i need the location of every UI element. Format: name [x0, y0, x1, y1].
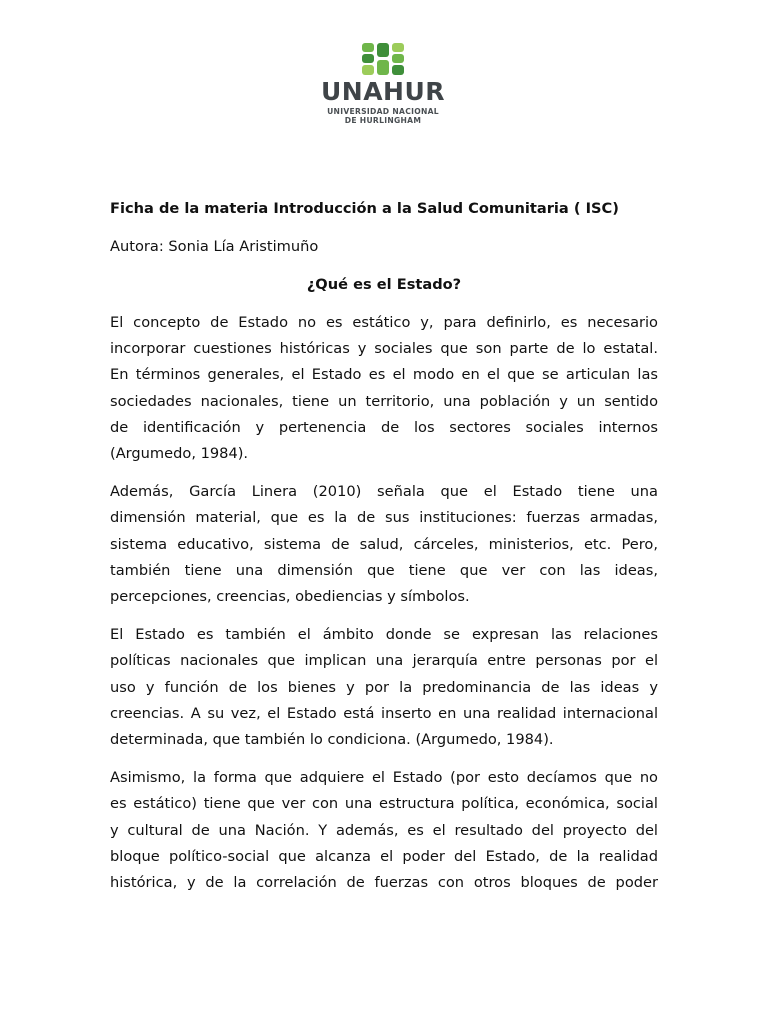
text-line: políticas nacionales que implican una jerarquía entre personas por el: [110, 652, 658, 670]
text-line: Además, García Linera (2010) señala que el Estado tiene una: [110, 483, 658, 501]
unahur-logo-icon: [361, 42, 405, 76]
course-heading: Ficha de la materia Introducción a la Salud Comunitaria ( ISC): [110, 200, 619, 217]
text-line: dimensión material, que es la de sus instituciones: fuerzas armadas,: [110, 509, 658, 527]
university-logo: [318, 42, 448, 126]
text-line: y cultural de una Nación. Y además, es el resultado del proyecto del: [110, 821, 658, 839]
text-line: incorporar cuestiones históricas y sociales que son parte de lo estatal.: [110, 340, 658, 358]
paragraph-2: [110, 479, 658, 610]
logo-subtitle-line1: UNIVERSIDAD NACIONAL: [327, 107, 439, 116]
text-line: sociedades nacionales, tiene un territorio, una población y un sentido: [110, 392, 658, 410]
text-line: El concepto de Estado no es estático y, para definirlo, es necesario: [110, 314, 658, 331]
text-line: El Estado es también el ámbito donde se expresan las relaciones: [110, 626, 658, 644]
text-line: es estático) tiene que ver con una estructura política, económica, social: [110, 795, 658, 813]
logo-wordmark: UNAHUR: [320, 77, 446, 106]
text-line: histórica, y de la correlación de fuerzas con otros bloques de poder: [110, 874, 658, 892]
text-line: también tiene una dimensión que tiene que ver con las ideas,: [110, 561, 658, 579]
text-line: creencias. A su vez, el Estado está inserto en una realidad internacional: [110, 704, 658, 722]
document-body: [110, 198, 658, 908]
paragraph-4: [110, 765, 658, 896]
text-line: de identificación y pertenencia de los sectores sociales internos: [110, 418, 658, 436]
paragraph-1: [110, 310, 658, 467]
text-line: En términos generales, el Estado es el modo en el que se articulan las: [110, 366, 658, 384]
logo-subtitle-line2: DE HURLINGHAM: [344, 116, 422, 125]
text-line: (Argumedo, 1984).: [110, 445, 249, 463]
text-line: Asimismo, la forma que adquiere el Estado (por esto decíamos que no: [110, 769, 658, 787]
section-title: ¿Qué es el Estado?: [306, 276, 462, 293]
paragraph-3: [110, 622, 658, 753]
author-line: Autora: Sonia Lía Aristimuño: [110, 238, 319, 255]
text-line: sistema educativo, sistema de salud, cárceles, ministerios, etc. Pero,: [110, 535, 658, 553]
text-line: determinada, que también lo condiciona. (Argumedo, 1984).: [110, 731, 554, 749]
text-line: uso y función de los bienes y por la predominancia de las ideas y: [110, 678, 658, 696]
text-line: percepciones, creencias, obediencias y símbolos.: [110, 588, 470, 606]
text-line: bloque político-social que alcanza el poder del Estado, de la realidad: [110, 847, 658, 865]
